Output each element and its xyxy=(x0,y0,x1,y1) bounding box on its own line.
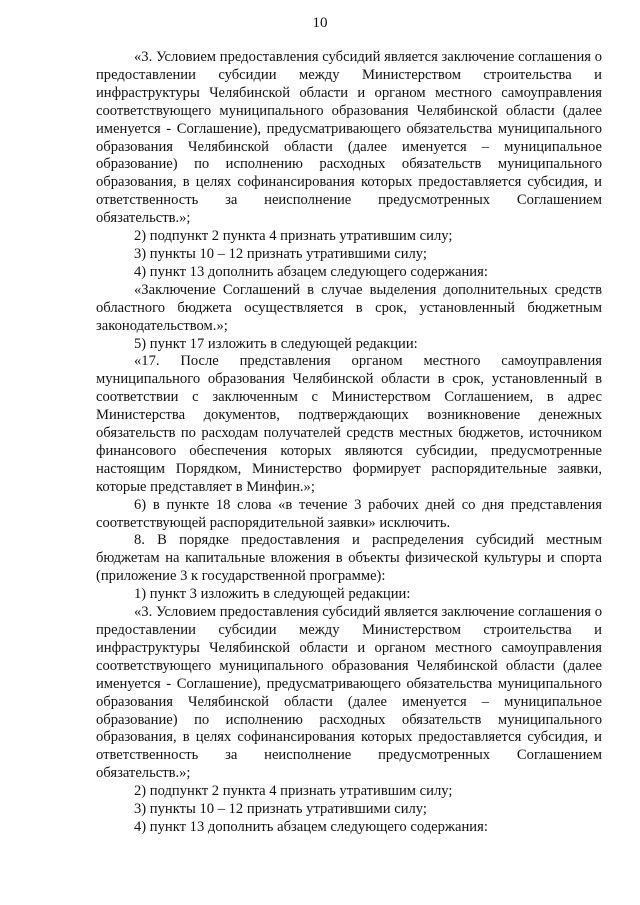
paragraph-item-4-repeat: 4) пункт 13 дополнить абзацем следующего содержания: xyxy=(134,818,488,835)
paragraph-section-8: 8. В порядке предоставления и распределения субсидий местным бюджетам на капитальные вложения в объекты физической культуры и спорта (приложение 3 к государственной программе): xyxy=(96,532,602,585)
paragraph-agreement-quote: «Заключение Соглашений в случае выделения дополнительных средств областного бюджета осуществляется в срок, установленный бюджетным законодательством.»; xyxy=(96,281,602,334)
paragraph-item-6: 6) в пункте 18 слова «в течение 3 рабочих дней со дня представления соответствующей распорядительной заявки» исключить. xyxy=(96,496,602,531)
paragraph-item-1: 1) пункт 3 изложить в следующей редакции: xyxy=(134,586,411,603)
paragraph-clause-3-condition: «3. Условием предоставления субсидий является заключение соглашения о предоставлении субсидии между Министерством строительства и инфраструктуры Челябинской области и органом местного самоуправления соответствующего муниципального образования Челябинской области (далее именуется - Соглашение), предусматривающего обязательства муниципального образования Челябинской области (далее именуется – муниципальное образование) по исполнению расходных обязательств муниципального образования, в целях софинансирования которых предоставляется субсидия, и ответственность за неисполнение предусмотренных Соглашением обязательств.»; xyxy=(96,49,602,227)
paragraph-clause-3-condition-repeat: «3. Условием предоставления субсидий является заключение соглашения о предоставлении субсидии между Министерством строительства и инфраструктуры Челябинской области и органом местного самоуправления соответствующего муниципального образования Челябинской области (далее именуется - Соглашение), предусматривающего обязательства муниципального образования Челябинской области (далее именуется – муниципальное образование) по исполнению расходных обязательств муниципального образования, в целях софинансирования которых предоставляется субсидия, и ответственность за неисполнение предусмотренных Соглашением обязательств.»; xyxy=(96,604,602,782)
paragraph-item-2-repeat: 2) подпункт 2 пункта 4 признать утратившим силу; xyxy=(134,783,453,800)
paragraph-item-3: 3) пункты 10 – 12 признать утратившими силу; xyxy=(134,245,427,262)
paragraph-item-5: 5) пункт 17 изложить в следующей редакции: xyxy=(134,335,418,352)
paragraph-item-4: 4) пункт 13 дополнить абзацем следующего содержания: xyxy=(134,263,488,280)
paragraph-item-3-repeat: 3) пункты 10 – 12 признать утратившими силу; xyxy=(134,801,427,818)
paragraph-clause-17: «17. После представления органом местного самоуправления муниципального образования Челябинской области в срок, установленный в соответствии с заключенным с Министерством Соглашением, в адрес Министерства документов, подтверждающих возникновение денежных обязательств по расходам получателей средств местных бюджетов, источником финансового обеспечения которых являются субсидии, предусмотренные настоящим Порядком, Министерство формирует распорядительные заявки, которые представляет в Минфин.»; xyxy=(96,353,602,495)
paragraph-item-2: 2) подпункт 2 пункта 4 признать утратившим силу; xyxy=(134,228,453,245)
page-number: 10 xyxy=(312,15,328,31)
document-body xyxy=(96,49,602,837)
